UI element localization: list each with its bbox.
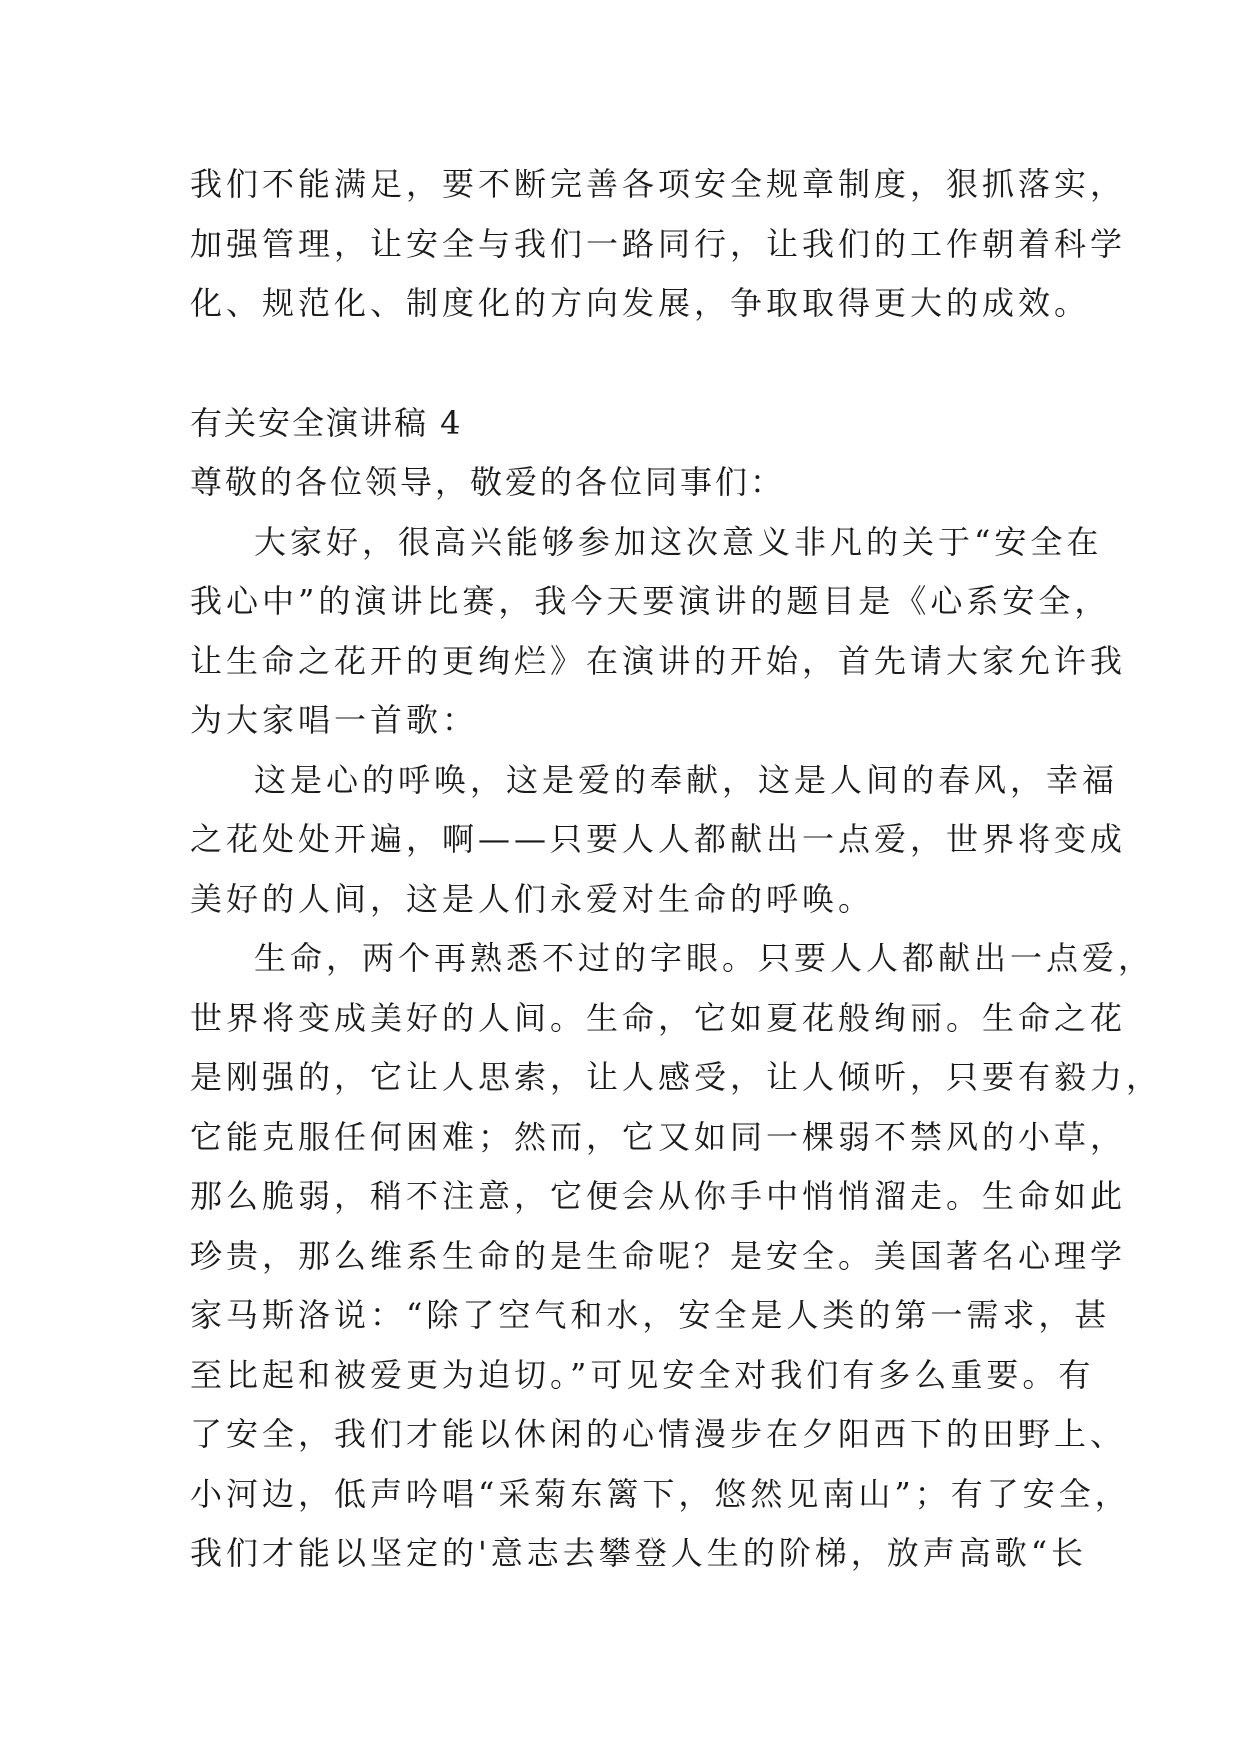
paragraph-greeting: [190, 513, 1127, 751]
text-line: 加强管理，让安全与我们一路同行，让我们的工作朝着科学: [190, 224, 1127, 263]
text-line: 生命，两个再熟悉不过的字眼。只要人人都献出一点爱，: [254, 939, 1155, 977]
text-line: 那么脆弱，稍不注意，它便会从你手中悄悄溜走。生命如此: [190, 1177, 1127, 1215]
document-body: [190, 155, 1163, 1584]
text-line: 我们才能以坚定的'意志去攀登人生的阶梯，放声高歌“长: [190, 1534, 1088, 1572]
text-line: 至比起和被爱更为迫切。”可见安全对我们有多么重要。有: [190, 1355, 1095, 1394]
text-line: 我们不能满足，要不断完善各项安全规章制度，狠抓落实，: [190, 165, 1127, 203]
text-line: 美好的人间，这是人们永爱对生命的呼唤。: [190, 879, 875, 918]
text-line: 世界将变成美好的人间。生命，它如夏花般绚丽。生命之花: [190, 998, 1127, 1037]
text-line: 家马斯洛说：“除了空气和水，安全是人类的第一需求，甚: [190, 1296, 1111, 1334]
text-line: 是刚强的，它让人思索，让人感受，让人倾听，只要有毅力，: [190, 1058, 1163, 1096]
text-line: 化、规范化、制度化的方向发展，争取取得更大的成效。: [190, 284, 1091, 322]
text-line: 之花处处开遍，啊——只要人人都献出一点爱，世界将变成: [190, 820, 1127, 858]
text-line: 它能克服任何困难；然而，它又如同一棵弱不禁风的小草，: [190, 1117, 1127, 1156]
text-line: 大家好，很高兴能够参加这次意义非凡的关于“安全在: [254, 522, 1103, 561]
section-title: 有关安全演讲稿 4: [190, 403, 463, 442]
paragraph-song: [190, 751, 1127, 930]
salutation: 尊敬的各位领导，敬爱的各位同事们：: [190, 463, 786, 501]
paragraph-life: [190, 929, 1163, 1584]
paragraph-continued: [190, 155, 1127, 334]
text-line: 珍贵，那么维系生命的是生命呢？是安全。美国著名心理学: [190, 1236, 1127, 1275]
text-line: 为大家唱一首歌：: [190, 701, 479, 739]
text-line: 这是心的呼唤，这是爱的奉献，这是人间的春风，幸福: [254, 760, 1119, 799]
text-line: 我心中”的演讲比赛，我今天要演讲的题目是《心系安全，: [190, 582, 1111, 620]
text-line: 了安全，我们才能以休闲的心情漫步在夕阳西下的田野上、: [190, 1415, 1127, 1453]
text-line: 让生命之花开的更绚烂》在演讲的开始，首先请大家允许我: [190, 641, 1127, 680]
text-line: 小河边，低声吟唱“采菊东篱下，悠然见南山”；有了安全，: [190, 1474, 1131, 1513]
